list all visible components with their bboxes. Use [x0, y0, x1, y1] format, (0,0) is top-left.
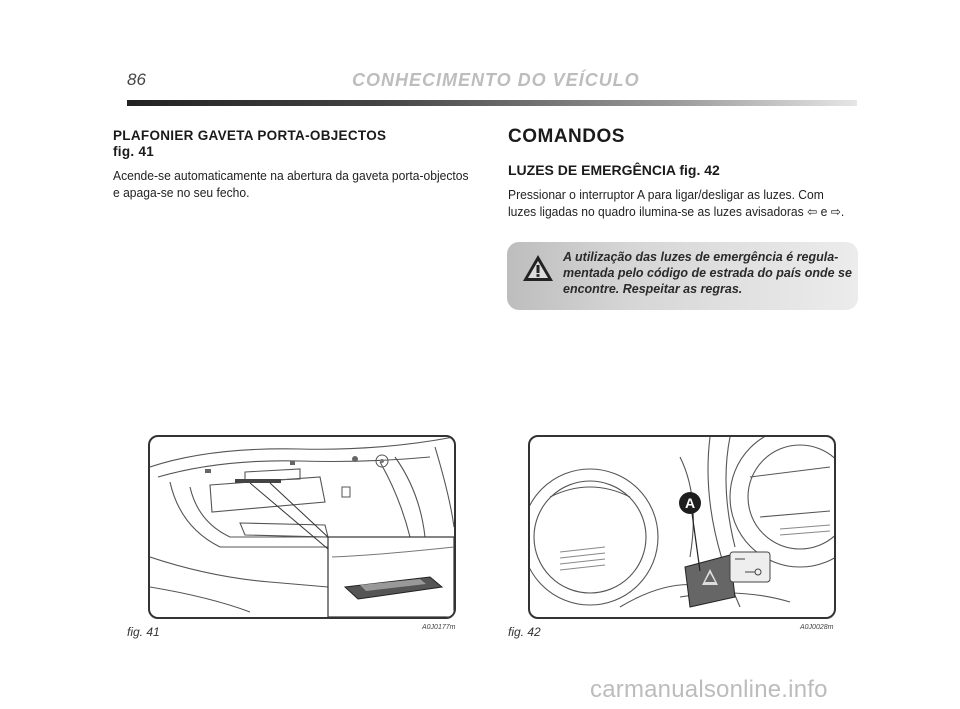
warning-text [563, 249, 855, 297]
glove-light-heading [113, 128, 453, 160]
conjunction-text: e [820, 204, 828, 219]
figure-41-code: A0J0177m [422, 624, 456, 631]
glove-light-body [113, 167, 476, 201]
section-title: COMANDOS [508, 126, 625, 147]
figure-42-hazard-switch [528, 435, 836, 619]
glove-light-body-line2: e apaga-se no seu fecho. [113, 185, 250, 200]
warning-line2: mentada pelo código de estrada do país onde se [563, 266, 852, 280]
hazard-lights-body-line2 [508, 203, 861, 221]
header-rule [127, 100, 857, 106]
arrow-left-icon: ⇦ [807, 205, 818, 220]
hazard-lights-body-line2-text: luzes ligadas no quadro ilumina-se as luzes avisadoras [508, 204, 804, 219]
glove-light-heading-line2: fig. 41 [113, 144, 155, 159]
hazard-switch-illustration [530, 437, 834, 617]
glove-light-body-line1: Acende-se automaticamente na abertura da gaveta porta-objectos [113, 168, 469, 183]
warning-triangle-icon [521, 253, 555, 283]
glove-light-heading-line1: PLAFONIER GAVETA PORTA-OBJECTOS [113, 128, 387, 143]
hazard-lights-body-line1: Pressionar o interruptor A para ligar/desligar as luzes. Com [508, 187, 824, 202]
hazard-lights-heading: LUZES DE EMERGÊNCIA fig. 42 [508, 162, 720, 178]
hazard-lights-body [508, 186, 861, 221]
arrow-right-icon: ⇨ [830, 205, 841, 220]
figure-41-caption: fig. 41 [127, 625, 160, 639]
figure-42-code: A0J0028m [800, 624, 834, 631]
glove-box-illustration [150, 437, 454, 617]
figure-41-glove-box [148, 435, 456, 619]
watermark: carmanualsonline.info [590, 676, 828, 703]
running-title: CONHECIMENTO DO VEÍCULO [352, 70, 640, 90]
period-text: . [840, 204, 845, 219]
page-number: 86 [127, 70, 146, 89]
figure-42-caption: fig. 42 [508, 625, 541, 639]
warning-box [507, 242, 858, 310]
warning-line3: encontre. Respeitar as regras. [563, 282, 743, 296]
callout-label-a: A [684, 495, 696, 511]
warning-line1: A utilização das luzes de emergência é regula- [563, 250, 839, 264]
